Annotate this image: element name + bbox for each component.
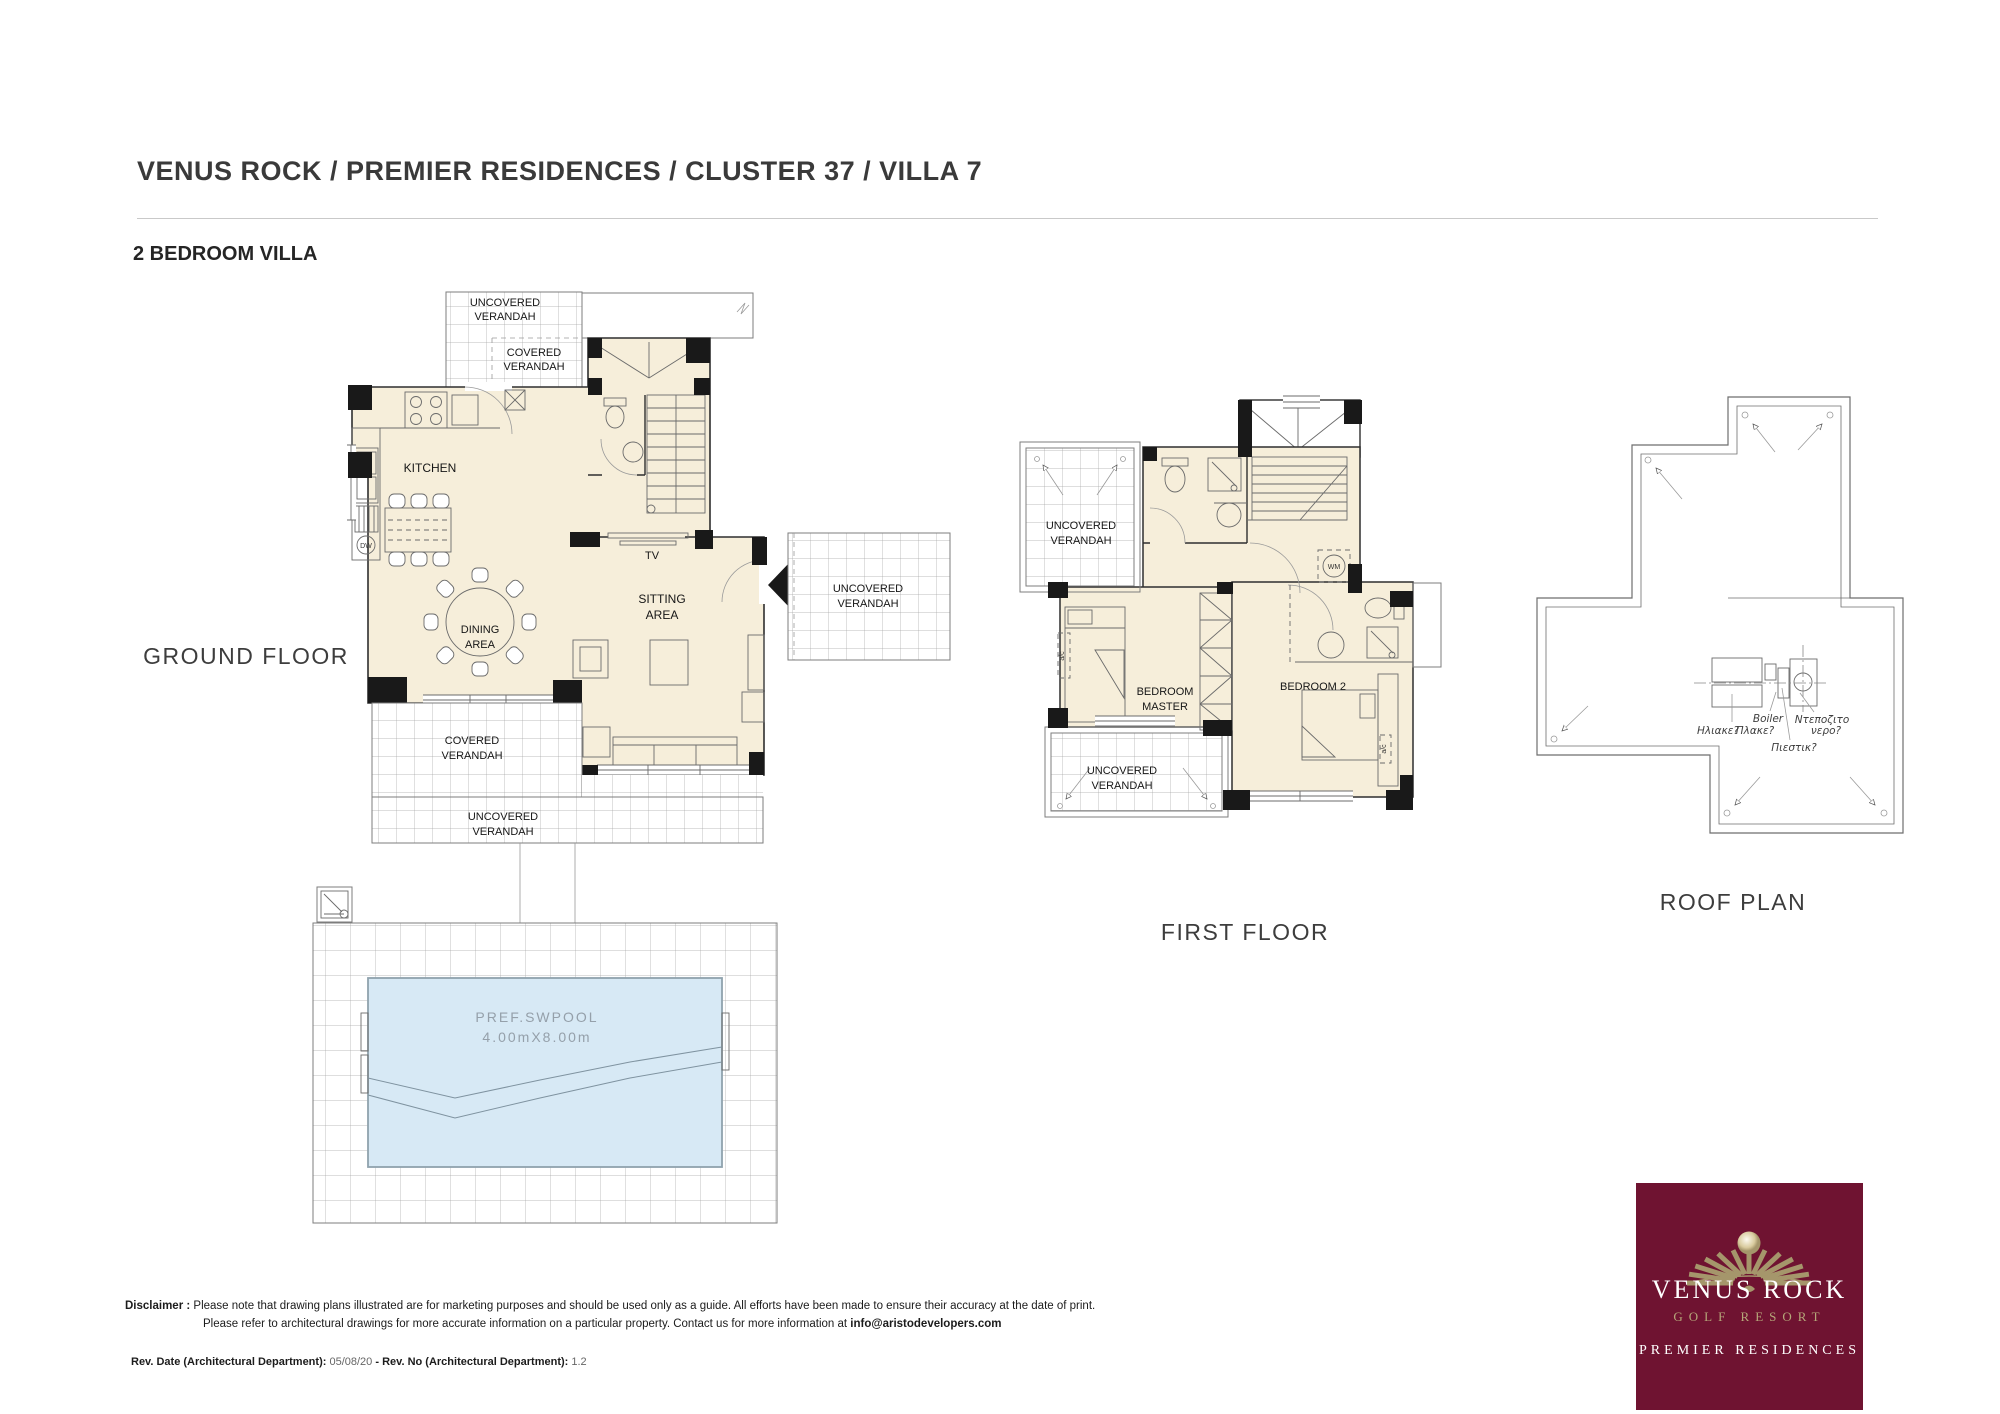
page-title: VENUS ROCK / PREMIER RESIDENCES / CLUSTER 37 / VILLA 7: [137, 156, 983, 186]
ground-floor-plan: [143, 292, 950, 923]
washing-machine-label: WM: [1327, 564, 1341, 571]
roof-plan-title: ROOF PLAN: [1659, 889, 1807, 915]
rev-date-value: 05/08/20: [329, 1356, 373, 1368]
boiler-label: Boiler: [1752, 713, 1784, 725]
ff-bottom-verandah-label-1: UNCOVERED: [1086, 765, 1158, 777]
swimming-pool: [368, 978, 722, 1167]
first-floor-plan: [1020, 396, 1441, 945]
dining-label-2: AREA: [465, 639, 495, 651]
disclaimer-label: Disclaimer :: [125, 1300, 191, 1312]
disclaimer-text-2: Please refer to architectural drawings for more accurate information on a particular property. Contact us for more information at: [203, 1318, 848, 1330]
gf-bottom-verandah-label-2: VERANDAH: [472, 826, 534, 838]
ground-floor-title: GROUND FLOOR: [143, 643, 349, 669]
plates-label: Πλακε?: [1735, 725, 1775, 737]
roof-plan: [1537, 397, 1903, 915]
gf-top-covered-label-2: VERANDAH: [503, 361, 565, 373]
logo-brand-name: VENUS ROCK: [1651, 1275, 1848, 1304]
gf-top-verandah-label-2: VERANDAH: [474, 311, 536, 323]
gf-bottom-covered-label-2: VERANDAH: [441, 750, 503, 762]
venus-rock-logo: [1636, 1183, 1863, 1410]
ff-left-verandah-label-1: UNCOVERED: [1045, 520, 1117, 532]
bedroom-master-label-2: MASTER: [1142, 701, 1188, 713]
disclaimer-line1: [125, 1300, 1095, 1312]
rev-date-label: Rev. Date (Architectural Department):: [131, 1356, 327, 1368]
gf-bottom-covered-label-1: COVERED: [444, 735, 500, 747]
disclaimer-email: info@aristodevelopers.com: [850, 1318, 1002, 1330]
bedroom-master-label-1: BEDROOM: [1136, 686, 1194, 698]
dining-label-1: DINING: [460, 624, 500, 636]
entrance-arrow: [768, 562, 790, 608]
kitchen-label: KITCHEN: [403, 461, 457, 475]
rev-separator: -: [375, 1356, 380, 1368]
bedroom2-label: BEDROOM 2: [1279, 681, 1347, 693]
disclaimer-text-1: Please note that drawing plans illustrated are for marketing purposes and should be used only as a guide. All efforts have been made to ensure their accuracy at the date of print.: [193, 1300, 1096, 1312]
sitting-label-2: AREA: [645, 608, 679, 622]
gf-bottom-verandah-label-1: UNCOVERED: [467, 811, 539, 823]
sitting-label-1: SITTING: [638, 592, 686, 606]
disclaimer-line2: [203, 1318, 1001, 1330]
gf-top-verandah-label-1: UNCOVERED: [469, 297, 541, 309]
pool-dimensions: 4.00mX8.00m: [482, 1029, 592, 1045]
logo-division: PREMIER RESIDENCES: [1639, 1343, 1860, 1358]
gf-right-verandah-label-2: VERANDAH: [837, 598, 899, 610]
dishwasher-label: DW: [360, 543, 372, 550]
gf-right-verandah-label-1: UNCOVERED: [832, 583, 904, 595]
ff-bottom-verandah-label-2: VERANDAH: [1091, 780, 1153, 792]
water-tank-label-1: Ντεποζιτο: [1794, 714, 1850, 726]
page-subtitle: 2 BEDROOM VILLA: [133, 243, 318, 265]
first-floor-title: FIRST FLOOR: [1160, 919, 1330, 945]
solar-label: Ηλιακε?: [1696, 725, 1740, 737]
pressure-label: Πιεστικ?: [1771, 742, 1817, 754]
ac-label-master: a/c: [1059, 651, 1066, 661]
tv-label: TV: [644, 550, 660, 562]
rev-no-value: 1.2: [571, 1356, 587, 1368]
revision-line: [131, 1356, 587, 1368]
pool-name: PREF.SWPOOL: [475, 1009, 599, 1025]
gf-top-covered-label-1: COVERED: [506, 347, 562, 359]
ff-left-verandah-label-2: VERANDAH: [1050, 535, 1112, 547]
pool-area: [313, 887, 777, 1223]
logo-tagline: GOLF RESORT: [1673, 1309, 1826, 1324]
ac-label-bedroom2: a/c: [1381, 744, 1388, 754]
rev-no-label: Rev. No (Architectural Department):: [382, 1356, 569, 1368]
water-tank-label-2: νερο?: [1810, 725, 1842, 737]
